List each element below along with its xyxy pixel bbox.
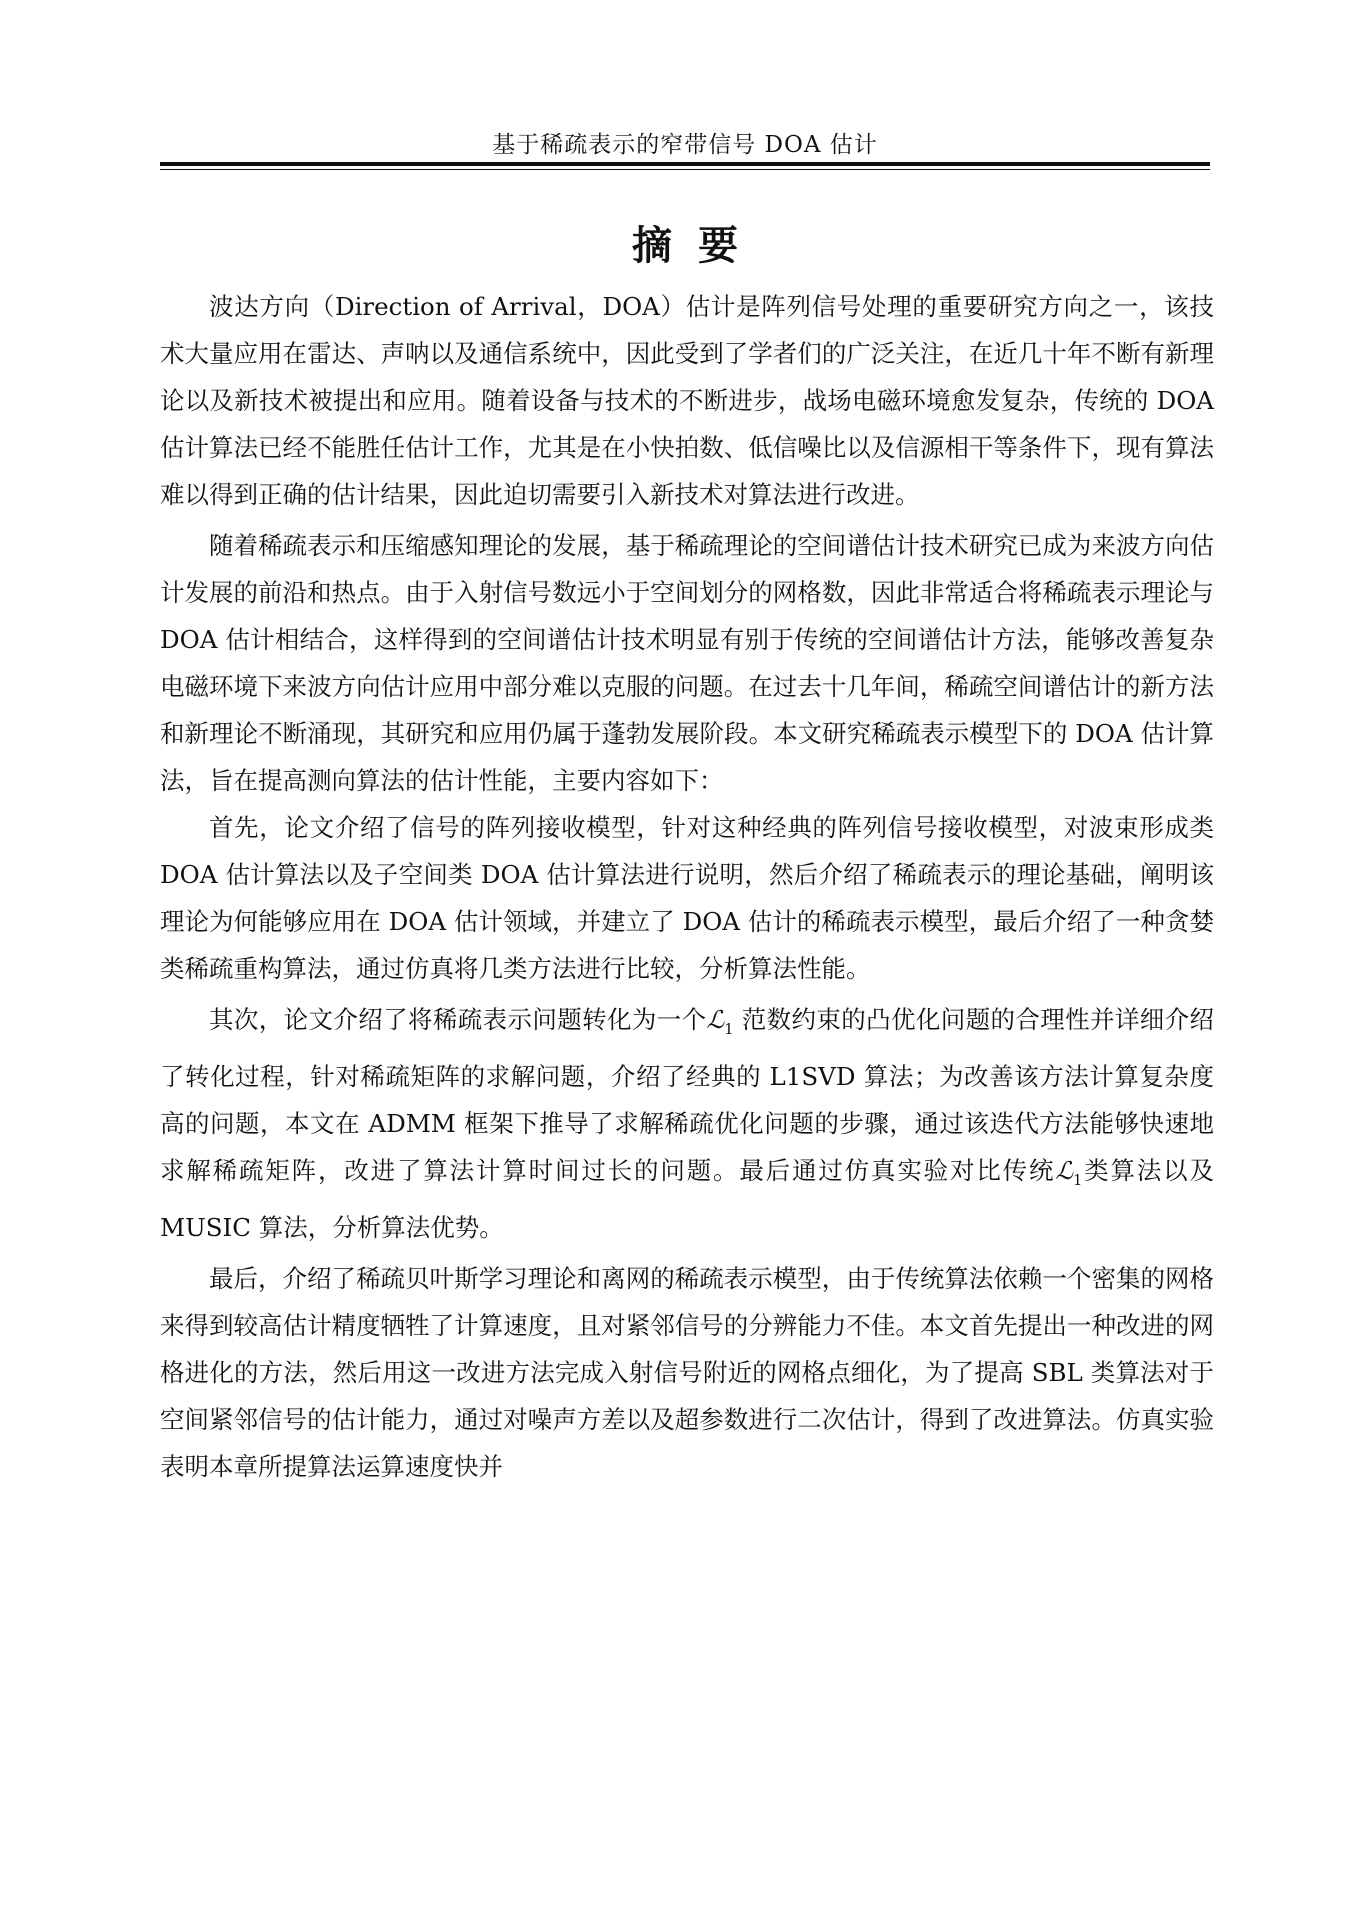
l1-norm-symbol: ℒ$_1$ [706, 1005, 734, 1038]
paragraph-3: 首先，论文介绍了信号的阵列接收模型，针对这种经典的阵列信号接收模型，对波束形成类 DOA 估计算法以及子空间类 DOA 估计算法进行说明，然后介绍了稀疏表示的理论基础，阐明该理论为何能够应用在 DOA 估计领域，并建立了 DOA 估计的稀疏表示模型，最后介绍了一种贪婪类稀疏重构算法，通过仿真将几类方法进行比较，分析算法性能。 [160, 813, 1214, 983]
paragraph-1: 波达方向（Direction of Arrival，DOA）估计是阵列信号处理的重要研究方向之一，该技术大量应用在雷达、声呐以及通信系统中，因此受到了学者们的广泛关注，在近几十年不断有新理论以及新技术被提出和应用。随着设备与技术的不断进步，战场电磁环境愈发复杂，传统的 DOA 估计算法已经不能胜任估计工作，尤其是在小快拍数、低信噪比以及信源相干等条件下，现有算法难以得到正确的估计结果，因此迫切需要引入新技术对算法进行改进。 [160, 292, 1214, 509]
running-header: 基于稀疏表示的窄带信号 DOA 估计 [492, 132, 878, 158]
paragraph-4-part-3: 类算法以及 MUSIC 算法，分析算法优势。 [160, 1155, 1215, 1242]
paragraph-4-part-2: 范数约束的凸优化问题的合理性并详细介绍了转化过程，针对稀疏矩阵的求解问题，介绍了经典的 L1SVD 算法；为改善该方法计算复杂度高的问题，本文在 ADMM 框架下推导了求解稀疏优化问题的步骤，通过该迭代方法能够快速地求解稀疏矩阵，改进了算法计算时间过长的问题。最后通过仿真实验对比传统 [160, 1005, 1214, 1185]
paragraph-5: 最后，介绍了稀疏贝叶斯学习理论和离网的稀疏表示模型，由于传统算法依赖一个密集的网格来得到较高估计精度牺牲了计算速度，且对紧邻信号的分辨能力不佳。本文首先提出一种改进的网格进化的方法，然后用这一改进方法完成入射信号附近的网格点细化，为了提高 SBL 类算法对于空间紧邻信号的估计能力，通过对噪声方差以及超参数进行二次估计，得到了改进算法。仿真实验表明本章所提算法运算速度快并 [160, 1263, 1214, 1481]
l1-norm-symbol-2: ℒ$_1$ [1055, 1155, 1083, 1189]
header-rule-thick [160, 162, 1210, 166]
header-rule-thin [160, 169, 1210, 170]
paragraph-4 [160, 996, 1214, 1251]
abstract-body [160, 283, 1214, 1490]
paragraph-4-part-1: 其次，论文介绍了将稀疏表示问题转化为一个 [209, 1005, 707, 1034]
paragraph-2: 随着稀疏表示和压缩感知理论的发展，基于稀疏理论的空间谱估计技术研究已成为来波方向估计发展的前沿和热点。由于入射信号数远小于空间划分的网格数，因此非常适合将稀疏表示理论与 DOA 估计相结合，这样得到的空间谱估计技术明显有别于传统的空间谱估计方法，能够改善复杂电磁环境下来波方向估计应用中部分难以克服的问题。在过去十几年间，稀疏空间谱估计的新方法和新理论不断涌现，其研究和应用仍属于蓬勃发展阶段。本文研究稀疏表示模型下的 DOA 估计算法，旨在提高测向算法的估计性能，主要内容如下： [160, 531, 1214, 795]
section-title: 摘要 [632, 222, 764, 269]
